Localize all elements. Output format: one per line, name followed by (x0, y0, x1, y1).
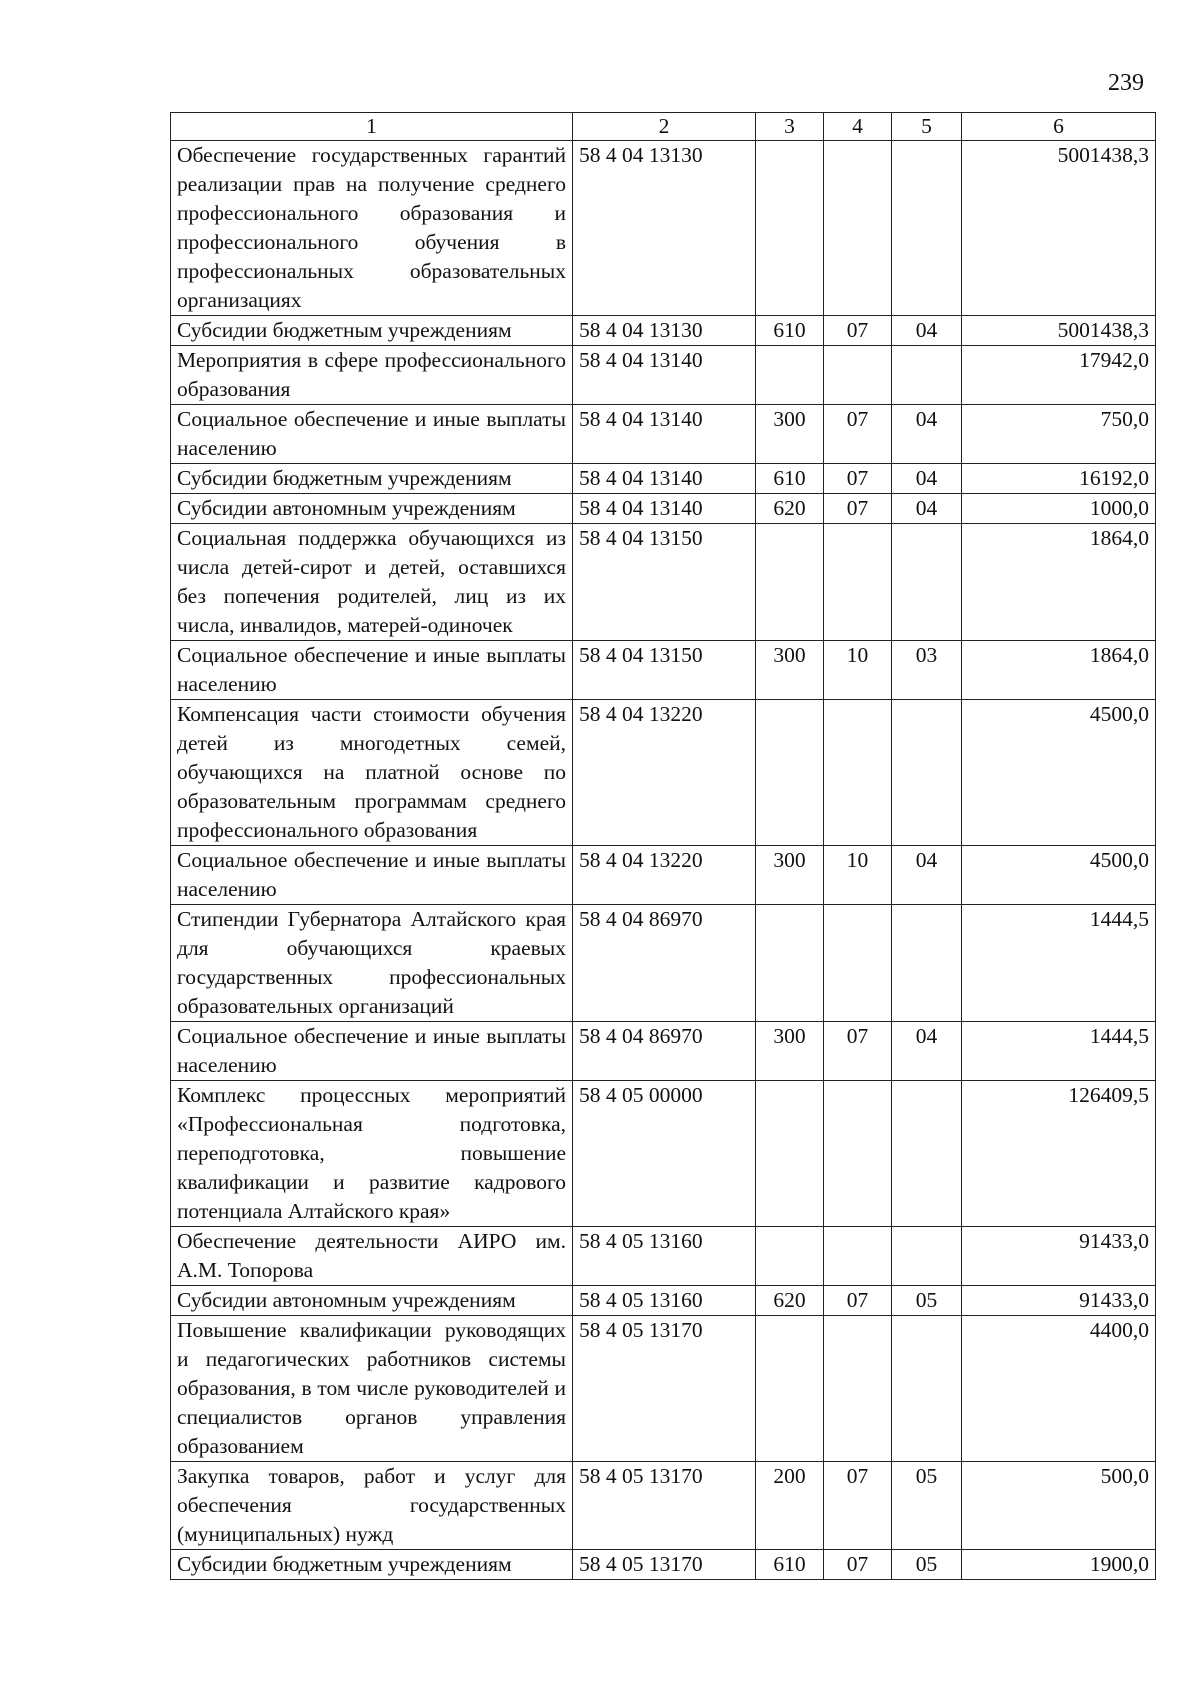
table-row (171, 1022, 1156, 1081)
table-row (171, 494, 1156, 524)
table-row (171, 641, 1156, 700)
row-col5-cell (892, 1081, 962, 1227)
row-code-cell: 58 4 05 13160 (573, 1227, 756, 1286)
row-col5-cell: 04 (892, 494, 962, 524)
row-col3-cell: 610 (756, 464, 824, 494)
row-code-cell: 58 4 05 00000 (573, 1081, 756, 1227)
row-name-cell: Стипендии Губернатора Алтайского края для обучающихся краевых государственных профессиональных образовательных организаций (171, 905, 573, 1022)
table-row (171, 1286, 1156, 1316)
table-row (171, 700, 1156, 846)
row-name-cell: Субсидии бюджетным учреждениям (171, 1550, 573, 1580)
row-amount-cell: 1864,0 (962, 641, 1156, 700)
row-amount-cell: 5001438,3 (962, 141, 1156, 316)
row-col4-cell (824, 905, 892, 1022)
row-col3-cell (756, 905, 824, 1022)
row-name-cell: Субсидии бюджетным учреждениям (171, 464, 573, 494)
row-name-cell: Закупка товаров, работ и услуг для обеспечения государственных (муниципальных) нужд (171, 1462, 573, 1550)
row-code-cell: 58 4 04 13130 (573, 141, 756, 316)
row-col5-cell: 04 (892, 405, 962, 464)
row-col4-cell: 07 (824, 494, 892, 524)
table-row (171, 846, 1156, 905)
row-amount-cell: 16192,0 (962, 464, 1156, 494)
row-col4-cell: 07 (824, 1462, 892, 1550)
table-body (171, 141, 1156, 1580)
column-header-4: 4 (824, 113, 892, 141)
row-col5-cell: 05 (892, 1550, 962, 1580)
row-amount-cell: 1900,0 (962, 1550, 1156, 1580)
row-amount-cell: 4400,0 (962, 1316, 1156, 1462)
row-code-cell: 58 4 04 13140 (573, 494, 756, 524)
row-col5-cell: 03 (892, 641, 962, 700)
table-row (171, 464, 1156, 494)
row-col3-cell (756, 346, 824, 405)
row-col5-cell (892, 141, 962, 316)
row-col3-cell (756, 1227, 824, 1286)
row-col4-cell (824, 700, 892, 846)
row-amount-cell: 4500,0 (962, 700, 1156, 846)
row-col3-cell (756, 700, 824, 846)
row-name-cell: Субсидии автономным учреждениям (171, 1286, 573, 1316)
budget-table (170, 112, 1156, 1580)
table-header-row (171, 113, 1156, 141)
row-col3-cell: 300 (756, 1022, 824, 1081)
row-col4-cell: 07 (824, 1022, 892, 1081)
column-header-6: 6 (962, 113, 1156, 141)
row-col3-cell: 610 (756, 316, 824, 346)
row-code-cell: 58 4 05 13170 (573, 1316, 756, 1462)
row-col5-cell (892, 905, 962, 1022)
row-col4-cell (824, 141, 892, 316)
row-col5-cell (892, 1316, 962, 1462)
row-col4-cell (824, 1227, 892, 1286)
row-amount-cell: 91433,0 (962, 1286, 1156, 1316)
row-col4-cell (824, 1081, 892, 1227)
row-name-cell: Субсидии автономным учреждениям (171, 494, 573, 524)
table-row (171, 1462, 1156, 1550)
row-col3-cell: 200 (756, 1462, 824, 1550)
row-col4-cell: 10 (824, 846, 892, 905)
table-row (171, 524, 1156, 641)
row-col4-cell (824, 1316, 892, 1462)
row-name-cell: Социальное обеспечение и иные выплаты населению (171, 1022, 573, 1081)
row-amount-cell: 17942,0 (962, 346, 1156, 405)
row-name-cell: Обеспечение государственных гарантий реализации прав на получение среднего профессионального образования и профессионального обучения в профессиональных образовательных организациях (171, 141, 573, 316)
table-row (171, 316, 1156, 346)
row-col4-cell (824, 524, 892, 641)
row-col4-cell: 07 (824, 316, 892, 346)
row-col5-cell (892, 524, 962, 641)
row-col3-cell: 620 (756, 494, 824, 524)
row-amount-cell: 1000,0 (962, 494, 1156, 524)
row-name-cell: Мероприятия в сфере профессионального образования (171, 346, 573, 405)
column-header-3: 3 (756, 113, 824, 141)
table-row (171, 405, 1156, 464)
row-col3-cell: 300 (756, 405, 824, 464)
row-code-cell: 58 4 04 13140 (573, 346, 756, 405)
row-code-cell: 58 4 05 13170 (573, 1462, 756, 1550)
table-row (171, 346, 1156, 405)
row-code-cell: 58 4 04 13140 (573, 464, 756, 494)
column-header-2: 2 (573, 113, 756, 141)
row-code-cell: 58 4 04 13150 (573, 524, 756, 641)
row-name-cell: Социальное обеспечение и иные выплаты населению (171, 405, 573, 464)
row-col4-cell: 07 (824, 464, 892, 494)
row-col3-cell: 610 (756, 1550, 824, 1580)
row-code-cell: 58 4 04 13130 (573, 316, 756, 346)
row-code-cell: 58 4 04 13220 (573, 846, 756, 905)
row-name-cell: Социальное обеспечение и иные выплаты населению (171, 641, 573, 700)
row-amount-cell: 1444,5 (962, 905, 1156, 1022)
row-col3-cell (756, 141, 824, 316)
row-col3-cell (756, 1081, 824, 1227)
row-code-cell: 58 4 04 86970 (573, 905, 756, 1022)
row-col5-cell: 04 (892, 316, 962, 346)
row-col4-cell: 07 (824, 405, 892, 464)
row-name-cell: Комплекс процессных мероприятий «Профессиональная подготовка, переподготовка, повышение квалификации и развитие кадрового потенциала Алтайского края» (171, 1081, 573, 1227)
row-col3-cell: 620 (756, 1286, 824, 1316)
row-amount-cell: 126409,5 (962, 1081, 1156, 1227)
table-row (171, 1550, 1156, 1580)
row-amount-cell: 1444,5 (962, 1022, 1156, 1081)
row-col5-cell (892, 346, 962, 405)
row-col5-cell: 05 (892, 1286, 962, 1316)
row-col5-cell: 04 (892, 846, 962, 905)
row-col3-cell: 300 (756, 641, 824, 700)
table-row (171, 1316, 1156, 1462)
row-col4-cell: 10 (824, 641, 892, 700)
row-col3-cell: 300 (756, 846, 824, 905)
row-amount-cell: 91433,0 (962, 1227, 1156, 1286)
row-amount-cell: 4500,0 (962, 846, 1156, 905)
column-header-1: 1 (171, 113, 573, 141)
row-col5-cell: 04 (892, 1022, 962, 1081)
row-code-cell: 58 4 04 13220 (573, 700, 756, 846)
row-col5-cell: 05 (892, 1462, 962, 1550)
row-code-cell: 58 4 04 13150 (573, 641, 756, 700)
row-name-cell: Повышение квалификации руководящих и педагогических работников системы образования, в том числе руководителей и специалистов органов управления образованием (171, 1316, 573, 1462)
row-col5-cell: 04 (892, 464, 962, 494)
row-name-cell: Обеспечение деятельности АИРО им. А.М. Топорова (171, 1227, 573, 1286)
row-code-cell: 58 4 04 86970 (573, 1022, 756, 1081)
table-row (171, 1227, 1156, 1286)
row-name-cell: Компенсация части стоимости обучения детей из многодетных семей, обучающихся на платной основе по образовательным программам среднего профессионального образования (171, 700, 573, 846)
column-header-5: 5 (892, 113, 962, 141)
row-amount-cell: 1864,0 (962, 524, 1156, 641)
row-col5-cell (892, 1227, 962, 1286)
page-number: 239 (1108, 70, 1144, 96)
table-row (171, 1081, 1156, 1227)
table-row (171, 905, 1156, 1022)
row-col5-cell (892, 700, 962, 846)
row-code-cell: 58 4 05 13170 (573, 1550, 756, 1580)
table-row (171, 141, 1156, 316)
row-amount-cell: 750,0 (962, 405, 1156, 464)
row-col4-cell: 07 (824, 1550, 892, 1580)
row-code-cell: 58 4 04 13140 (573, 405, 756, 464)
row-amount-cell: 5001438,3 (962, 316, 1156, 346)
row-col3-cell (756, 524, 824, 641)
row-name-cell: Социальная поддержка обучающихся из числа детей-сирот и детей, оставшихся без попечения родителей, лиц из их числа, инвалидов, матерей-одиночек (171, 524, 573, 641)
row-name-cell: Социальное обеспечение и иные выплаты населению (171, 846, 573, 905)
row-code-cell: 58 4 05 13160 (573, 1286, 756, 1316)
row-col4-cell (824, 346, 892, 405)
row-name-cell: Субсидии бюджетным учреждениям (171, 316, 573, 346)
row-col4-cell: 07 (824, 1286, 892, 1316)
row-amount-cell: 500,0 (962, 1462, 1156, 1550)
row-col3-cell (756, 1316, 824, 1462)
